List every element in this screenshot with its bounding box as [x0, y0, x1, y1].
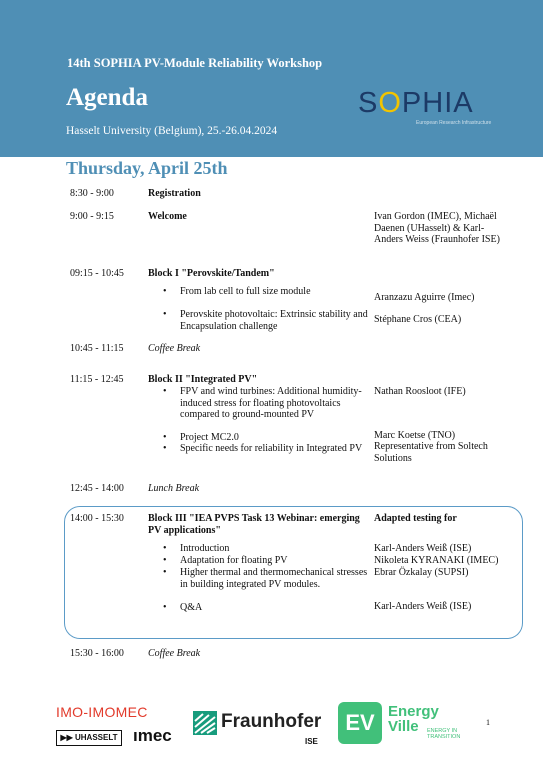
time-slot: 11:15 - 12:45 — [70, 374, 124, 385]
bullet: • — [163, 386, 167, 397]
speaker-text: Stéphane Cros (CEA) — [374, 314, 462, 325]
time-slot: 09:15 - 10:45 — [70, 268, 124, 279]
talk-title: FPV and wind turbines: Additional humidity-induced stress for floating photovoltaics compared to ground-mounted PV — [180, 386, 362, 420]
imec-logo: ımec — [133, 726, 172, 745]
talk-title: Q&A — [180, 602, 203, 613]
speaker-text: Ivan Gordon (IMEC), Michaël Daenen (UHasselt) & Karl-Anders Weiss (Fraunhofer ISE) — [374, 211, 500, 245]
energyville-tagline: ENERGY IN TRANSITION — [427, 728, 461, 740]
talk-title: From lab cell to full size module — [180, 286, 311, 297]
workshop-name: 14th SOPHIA PV-Module Reliability Workshop — [67, 56, 323, 70]
bullet: • — [163, 286, 167, 297]
break-label: Coffee Break — [148, 343, 201, 354]
header-banner — [0, 0, 543, 157]
energyville-icon: EV — [338, 702, 382, 744]
page-title: Agenda — [66, 84, 148, 111]
time-slot: 15:30 - 16:00 — [70, 648, 124, 659]
talk-title: Adaptation for floating PV — [180, 555, 288, 566]
bullet: • — [163, 443, 167, 454]
fraunhofer-ise-label: ISE — [305, 737, 318, 746]
page-number: 1 — [486, 718, 490, 727]
time-slot: 12:45 - 14:00 — [70, 483, 124, 494]
break-label: Lunch Break — [148, 483, 200, 494]
break-label: Coffee Break — [148, 648, 201, 659]
session-title: Welcome — [148, 211, 187, 222]
session-title: Registration — [148, 188, 201, 199]
time-slot: 10:45 - 11:15 — [70, 343, 124, 354]
time-slot: 8:30 - 9:00 — [70, 188, 114, 199]
talk-title: Higher thermal and thermomechanical stresses in building integrated PV modules. — [180, 567, 368, 590]
fraunhofer-logo: Fraunhofer — [221, 711, 322, 732]
imo-imomec-logo: IMO-IMOMEC — [56, 704, 148, 720]
day-heading: Thursday, April 25th — [66, 158, 228, 178]
bullet: • — [163, 432, 167, 443]
session-title-right: Adapted testing for — [374, 513, 457, 524]
speaker-text: Ebrar Özkalay (SUPSI) — [374, 567, 469, 578]
fraunhofer-icon — [193, 711, 217, 735]
talk-title: Perovskite photovoltaic: Extrinsic stability and Encapsulation challenge — [180, 309, 368, 332]
bullet: • — [163, 309, 167, 320]
speaker-text: Marc Koetse (TNO) — [374, 430, 456, 441]
speaker-text: Representative from Soltech Solutions — [374, 441, 488, 464]
speaker-text: Aranzazu Aguirre (Imec) — [374, 292, 475, 303]
energyville-logo: Energy Ville — [388, 703, 439, 735]
bullet: • — [163, 555, 167, 566]
session-title: Block III "IEA PVPS Task 13 Webinar: emerging PV applications" — [148, 513, 360, 536]
bullet: • — [163, 602, 167, 613]
talk-title: Introduction — [180, 543, 230, 554]
speaker-text: Nikoleta KYRANAKI (IMEC) — [374, 555, 499, 566]
time-slot: 9:00 - 9:15 — [70, 211, 114, 222]
bullet: • — [163, 543, 167, 554]
talk-title: Project MC2.0 — [180, 432, 239, 443]
speaker-text: Karl-Anders Weiß (ISE) — [374, 543, 472, 554]
session-title: Block I "Perovskite/Tandem" — [148, 268, 275, 279]
speaker-text: Nathan Roosloot (IFE) — [374, 386, 466, 397]
talk-title: Specific needs for reliability in Integrated PV — [180, 443, 363, 454]
uhasselt-logo: ▶▶ UHASSELT — [56, 730, 122, 746]
venue-date: Hasselt University (Belgium), 25.-26.04.2024 — [66, 125, 278, 137]
speaker-text: Karl-Anders Weiß (ISE) — [374, 601, 472, 612]
bullet: • — [163, 567, 167, 578]
time-slot: 14:00 - 15:30 — [70, 513, 124, 524]
sophia-logo: SOPHIA European Research Infrastructure — [358, 87, 492, 126]
session-title: Block II "Integrated PV" — [148, 374, 258, 385]
